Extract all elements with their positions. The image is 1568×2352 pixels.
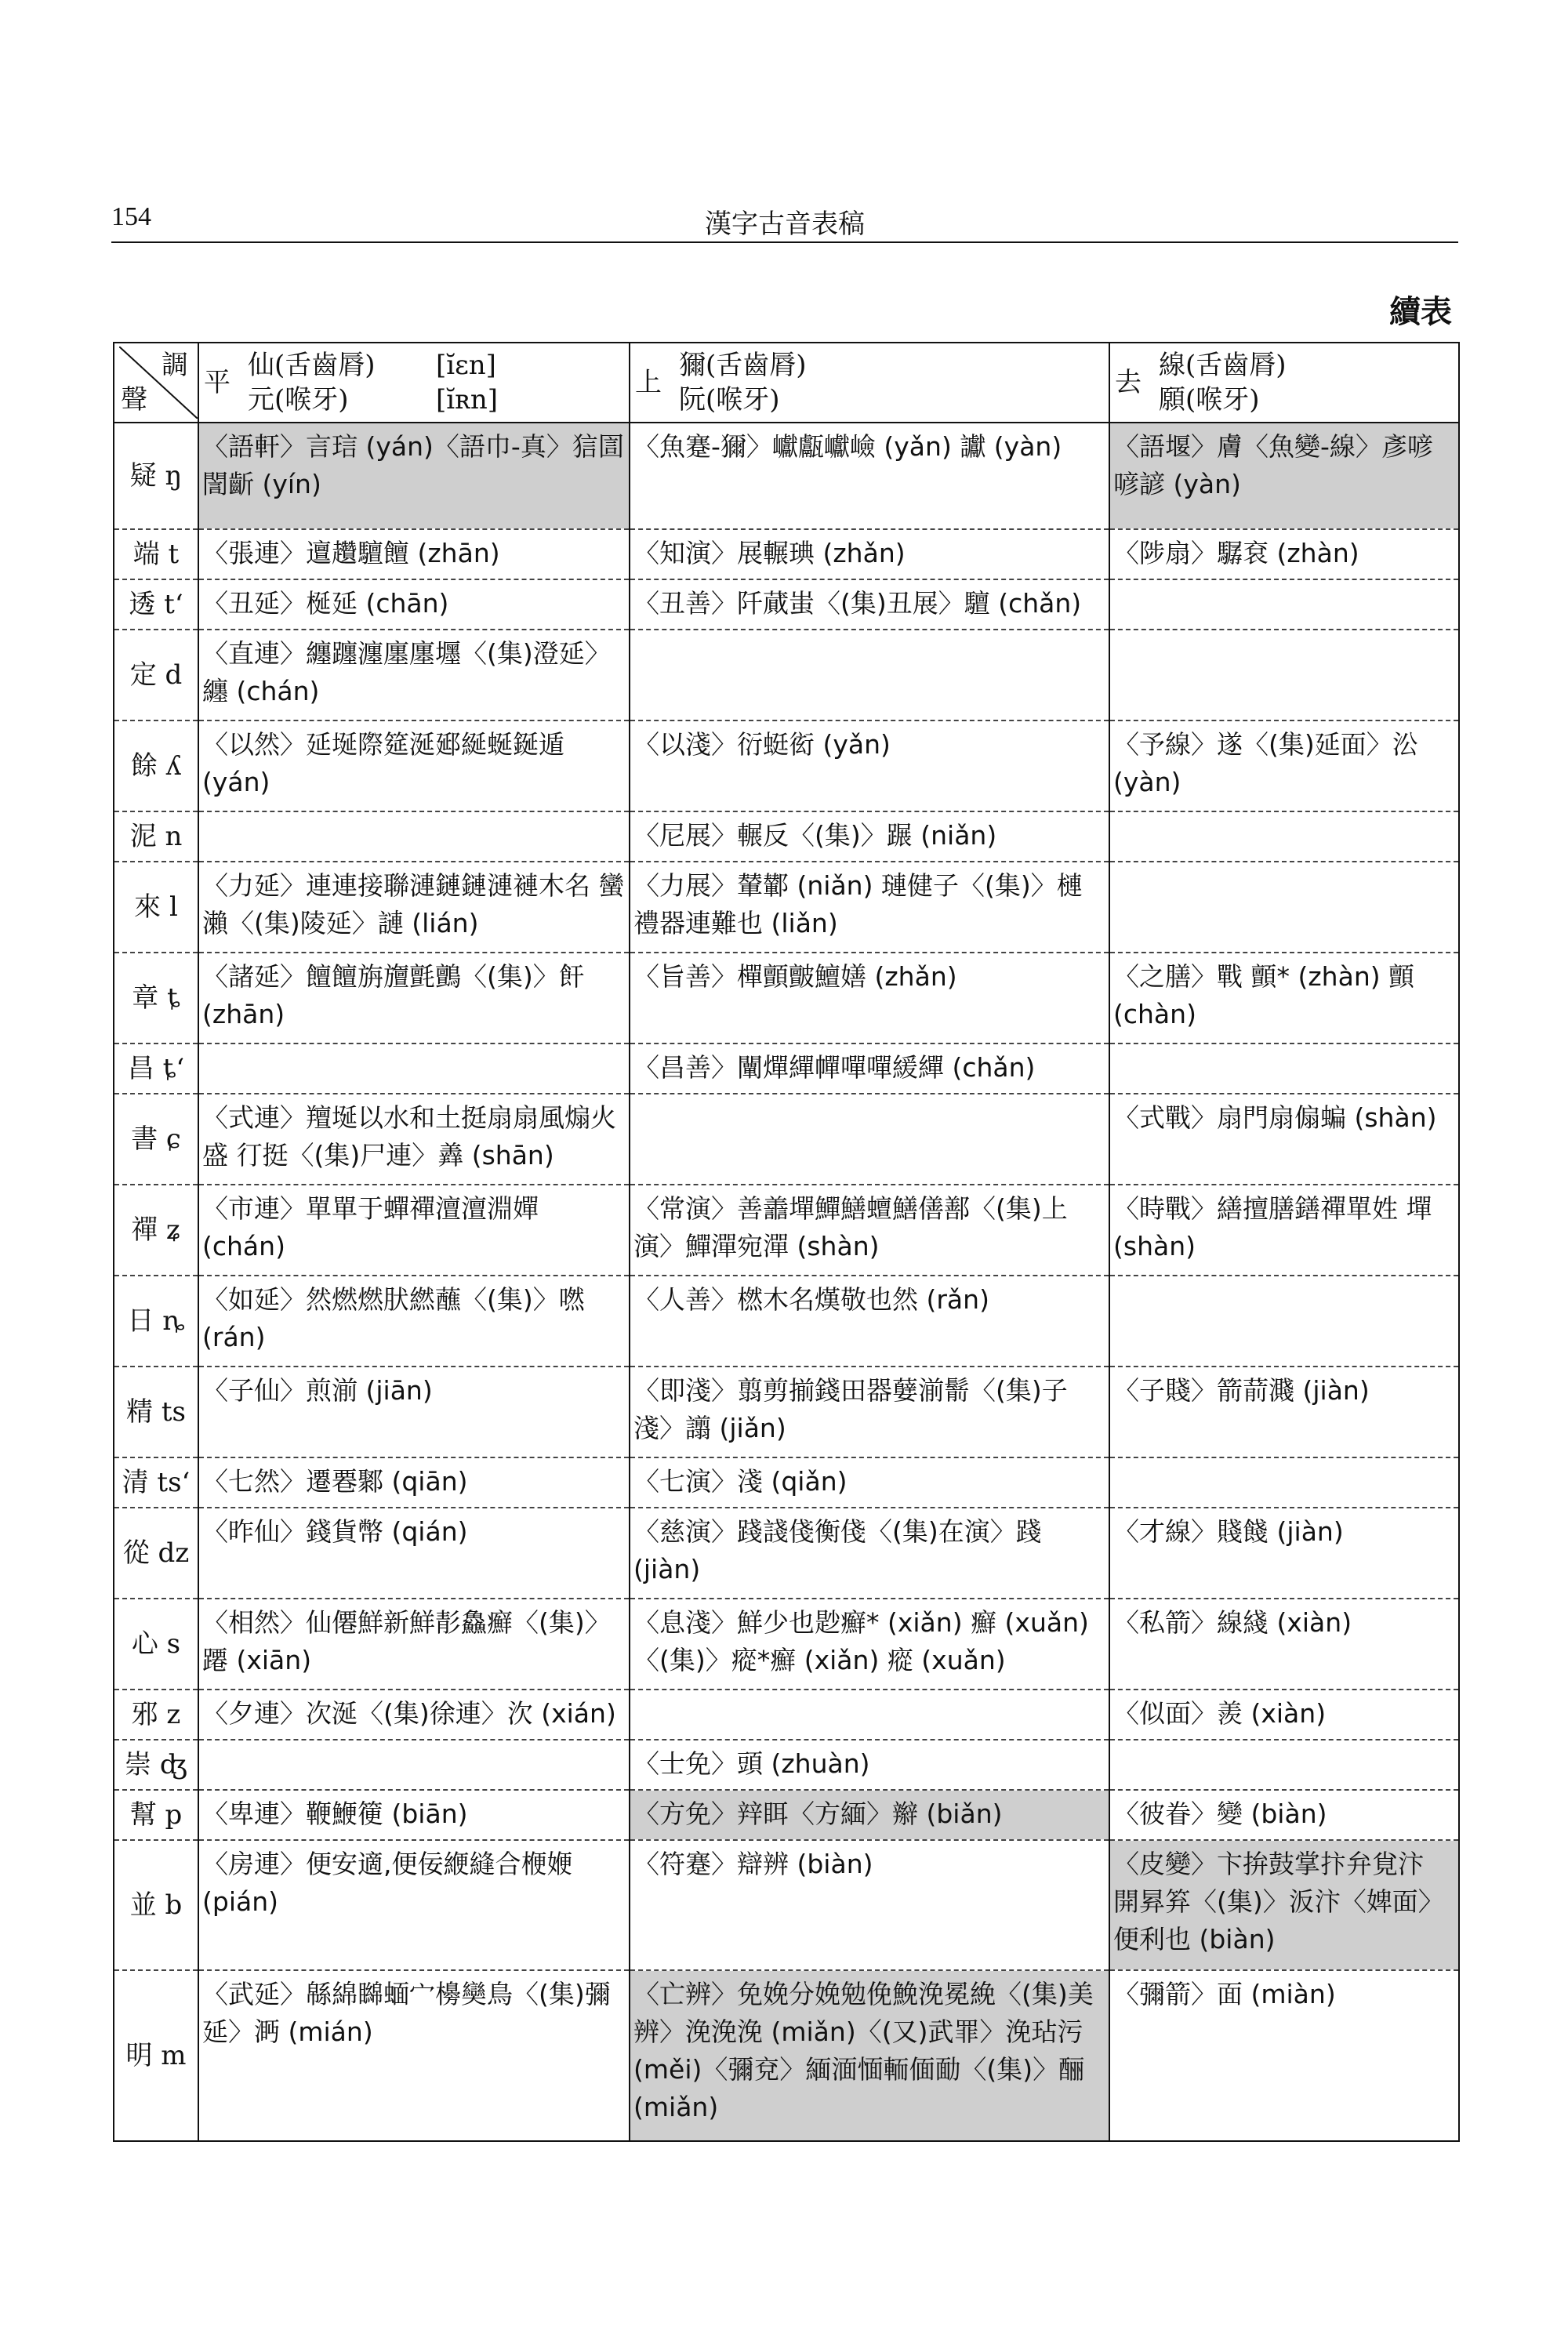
qu-cell [1109,1740,1459,1790]
continued-label: 續表 [1389,293,1452,330]
ping-cell: 〈武延〉緜綿矊蝒宀櫋奱鳥〈(集)彌延〉㴐 (mián) [198,1970,630,2141]
shang-cell [630,630,1109,720]
initial-cell: 心 s [114,1599,198,1690]
initial-cell: 透 tʻ [114,579,198,630]
shang-cell: 〈人善〉橪木名熯敬也然 (rǎn) [630,1276,1109,1367]
ping-cell: 〈式連〉羶埏以水和土挺扇扇風煽火盛 㣔挺〈(集)尸連〉羴 (shān) [198,1094,630,1185]
ping-cell: 〈丑延〉梴延 (chān) [198,579,630,630]
ping-cell: 〈市連〉單單于蟬禪澶澶淵嬋 (chán) [198,1185,630,1276]
table-row [114,1840,1459,1970]
qu-cell [1109,1457,1459,1508]
initial-cell: 餘 ʎ [114,720,198,811]
table-row [114,953,1459,1044]
initial-cell: 並 b [114,1840,198,1970]
initial-cell: 精 ts [114,1367,198,1457]
ping-cell: 〈子仙〉煎湔 (jiān) [198,1367,630,1457]
table-row [114,720,1459,811]
qu-cell: 〈才線〉賤餞 (jiàn) [1109,1508,1459,1599]
initial-cell: 疑 ŋ [114,423,198,529]
running-title: 漢字古音表稿 [705,209,865,240]
initial-axis-label: 聲 [121,384,147,416]
table-row [114,862,1459,953]
table-header-row [114,343,1459,423]
qu-cell: 〈式戰〉扇門扇傓蝙 (shàn) [1109,1094,1459,1185]
qu-cell: 〈彼眷〉變 (biàn) [1109,1790,1459,1840]
table-row [114,811,1459,862]
qu-cell: 〈似面〉羨 (xiàn) [1109,1690,1459,1740]
tone-header-ping [198,343,630,423]
qu-cell [1109,1044,1459,1094]
rhyme-name: 線(舌齒脣) [1159,350,1287,381]
initial-cell: 崇 ʤ [114,1740,198,1790]
shang-cell: 〈七演〉淺 (qiǎn) [630,1457,1109,1508]
page-header [111,198,1458,245]
shang-cell: 〈息淺〉鮮少也尟癬* (xiǎn) 癬 (xuǎn)〈(集)〉瘲*癬 (xiǎn) 瘲 (xuǎn) [630,1599,1109,1690]
initial-cell: 來 l [114,862,198,953]
ping-cell: 〈卑連〉鞭鯾箯 (biān) [198,1790,630,1840]
rhyme-name: 仙(舌齒脣) [248,350,376,381]
table-row [114,529,1459,579]
qu-cell: 〈時戰〉繕擅膳鐥禪單姓 墠 (shàn) [1109,1185,1459,1276]
shang-cell: 〈方免〉辡眲〈方緬〉辮 (biǎn) [630,1790,1109,1840]
ping-cell: 〈七然〉遷䙴鄹 (qiān) [198,1457,630,1508]
rhyme-ipa: [ĭʀn] [436,384,499,416]
shang-cell: 〈昌善〉闡燀繟幝嘽嘽緩繟 (chǎn) [630,1044,1109,1094]
ping-cell: 〈張連〉邅趲驙饘 (zhān) [198,529,630,579]
initial-cell: 邪 z [114,1690,198,1740]
header-rule [111,241,1458,243]
tone-label: 平 [204,367,230,398]
qu-cell: 〈子賤〉箭葥濺 (jiàn) [1109,1367,1459,1457]
rhyme-name: 阮(喉牙) [679,384,780,416]
rhyme-name: 元(喉牙) [248,384,349,416]
initial-cell: 清 tsʻ [114,1457,198,1508]
rhyme-ipa: [ĭɛn] [436,350,496,381]
initial-cell: 書 ɕ [114,1094,198,1185]
initial-cell: 章 ȶ [114,953,198,1044]
table-row [114,630,1459,720]
rhyme-table [113,342,1460,2142]
shang-cell: 〈魚蹇-獮〉巘甗巘嶮 (yǎn) 讞 (yàn) [630,423,1109,529]
table-row [114,423,1459,529]
shang-cell: 〈慈演〉踐諓俴衡俴〈(集)在演〉踐 (jiàn) [630,1508,1109,1599]
table-row [114,579,1459,630]
shang-cell [630,1690,1109,1740]
ping-cell: 〈昨仙〉錢貨幣 (qián) [198,1508,630,1599]
initial-cell: 泥 n [114,811,198,862]
table-row [114,1970,1459,2141]
shang-cell: 〈士免〉頭 (zhuàn) [630,1740,1109,1790]
qu-cell: 〈彌箭〉面 (miàn) [1109,1970,1459,2141]
ping-cell: 〈如延〉然燃燃肰繎蘸〈(集)〉嘫 (rán) [198,1276,630,1367]
ping-cell: 〈夕連〉次涎〈(集)徐連〉㳄 (xián) [198,1690,630,1740]
qu-cell: 〈予線〉遂〈(集)延面〉㳂 (yàn) [1109,720,1459,811]
shang-cell: 〈知演〉展輾琠 (zhǎn) [630,529,1109,579]
table-row [114,1367,1459,1457]
table-row [114,1508,1459,1599]
tone-label: 去 [1115,367,1142,398]
qu-cell [1109,579,1459,630]
qu-cell [1109,862,1459,953]
shang-cell: 〈力展〉輦鄻 (niǎn) 璉健子〈(集)〉槤禮器連難也 (liǎn) [630,862,1109,953]
tone-label: 上 [635,367,662,398]
shang-cell: 〈尼展〉輾反〈(集)〉蹍 (niǎn) [630,811,1109,862]
ping-cell: 〈房連〉便安適,便佞緶縫合楩㛹 (pián) [198,1840,630,1970]
page-number: 154 [111,202,151,231]
table-row [114,1740,1459,1790]
shang-cell: 〈以淺〉衍蜓衒 (yǎn) [630,720,1109,811]
table-row [114,1094,1459,1185]
table-row [114,1457,1459,1508]
table-row [114,1185,1459,1276]
initial-cell: 昌 ȶʻ [114,1044,198,1094]
ping-cell: 〈以然〉延埏際筵涎郔綖蜒鋋遁 (yán) [198,720,630,811]
initial-cell: 端 t [114,529,198,579]
initial-cell: 幫 p [114,1790,198,1840]
shang-cell: 〈即淺〉翦剪揃錢田器㜸湔鬋〈(集)子淺〉譾 (jiǎn) [630,1367,1109,1457]
table-row [114,1044,1459,1094]
table-row [114,1599,1459,1690]
shang-cell: 〈亡辨〉免娩分娩勉俛鮸浼冕絻〈(集)美辨〉浼浼浼 (miǎn)〈(又)武罪〉浼玷污 (měi)〈彌兗〉緬湎愐輀偭勔〈(集)〉酾 (miǎn) [630,1970,1109,2141]
qu-cell [1109,811,1459,862]
ping-cell: 〈諸延〉饘饘旃旜氈鸇〈(集)〉飦 (zhān) [198,953,630,1044]
shang-cell: 〈符蹇〉辯辨 (biàn) [630,1840,1109,1970]
initial-cell: 禪 ʑ [114,1185,198,1276]
qu-cell [1109,630,1459,720]
table-row [114,1790,1459,1840]
tone-axis-label: 調 [162,350,188,381]
ping-cell: 〈力延〉連連接聯漣鏈鏈漣褳木名 蠻瀨〈(集)陵延〉謰 (lián) [198,862,630,953]
table-row [114,1690,1459,1740]
corner-cell [114,343,198,423]
initial-cell: 定 d [114,630,198,720]
rhyme-name: 願(喉牙) [1159,384,1260,416]
qu-cell: 〈語堰〉膚〈魚變-線〉彥喭喭諺 (yàn) [1109,423,1459,529]
qu-cell: 〈之膳〉戰 顫* (zhàn) 顫 (chàn) [1109,953,1459,1044]
ping-cell [198,811,630,862]
qu-cell: 〈私箭〉線綫 (xiàn) [1109,1599,1459,1690]
rhyme-name: 獮(舌齒脣) [679,350,807,381]
tone-header-shang [630,343,1109,423]
initial-cell: 明 m [114,1970,198,2141]
shang-cell [630,1094,1109,1185]
shang-cell: 〈常演〉善譱墠鱓鱔蟺鱔僐鄯〈(集)上演〉鱓潬宛潬 (shàn) [630,1185,1109,1276]
qu-cell [1109,1276,1459,1367]
ping-cell: 〈語軒〉言琂 (yán)〈語巾-真〉狺圁誾齗 (yín) [198,423,630,529]
qu-cell: 〈皮變〉卞拚鼓掌抃弁覍汴 開昪笲〈(集)〉汳汴〈婢面〉便利也 (biàn) [1109,1840,1459,1970]
ping-cell: 〈相然〉仙僊鮮新鮮𩇕鱻癬〈(集)〉蹮 (xiān) [198,1599,630,1690]
ping-cell [198,1044,630,1094]
ping-cell [198,1740,630,1790]
shang-cell: 〈丑善〉阡蕆蚩〈(集)丑展〉驙 (chǎn) [630,579,1109,630]
tone-header-qu [1109,343,1459,423]
shang-cell: 〈旨善〉樿顫皽鱣嫸 (zhǎn) [630,953,1109,1044]
qu-cell: 〈陟扇〉驏袞 (zhàn) [1109,529,1459,579]
initial-cell: 日 ȵ [114,1276,198,1367]
table-row [114,1276,1459,1367]
ping-cell: 〈直連〉纏躔瀍廛廛壥〈(集)澄延〉纏 (chán) [198,630,630,720]
initial-cell: 從 dz [114,1508,198,1599]
